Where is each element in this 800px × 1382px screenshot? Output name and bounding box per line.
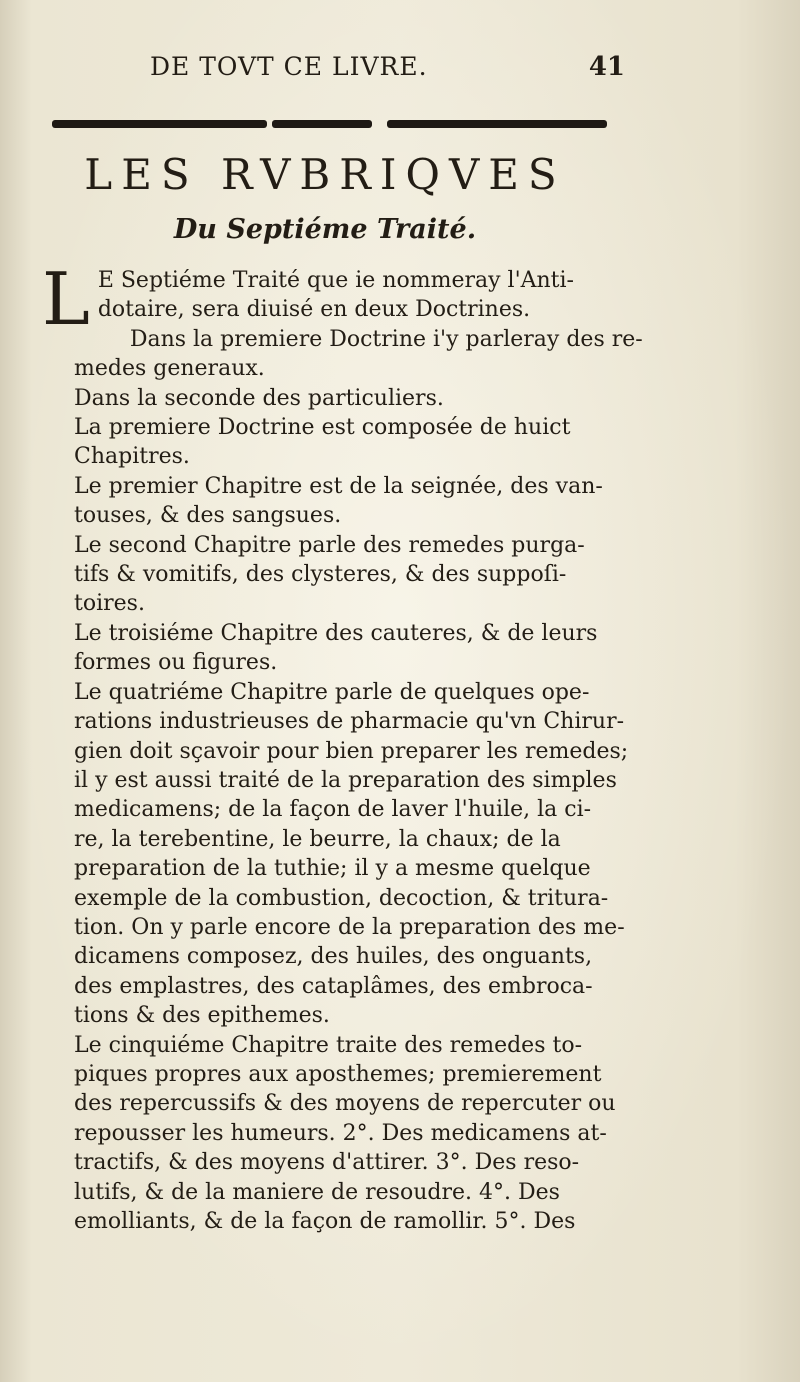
paragraph xyxy=(42,619,617,678)
text-line: medes generaux. xyxy=(74,356,265,382)
paragraph xyxy=(42,384,617,413)
text-line: emolliants, & de la façon de ramollir. 5°. Des xyxy=(74,1209,576,1234)
section-subheading: Du Septiéme Traité. xyxy=(173,214,477,245)
text-line: E Septiéme Traité que ie nommeray l'Anti- xyxy=(97,268,574,293)
text-line: Dans la seconde des particuliers. xyxy=(74,385,444,411)
paragraph xyxy=(42,531,617,619)
text-line: dicamens composez, des huiles, des onguants, xyxy=(74,944,593,970)
text-line: tions & des epithemes. xyxy=(74,1003,330,1029)
paragraph xyxy=(42,678,629,1031)
text-line: piques propres aux aposthemes; premierement xyxy=(74,1061,602,1087)
section-heading: LES RVBRIQVES xyxy=(84,150,566,199)
running-title: DE TOVT CE LIVRE. xyxy=(150,52,428,81)
text-line: lutifs, & de la maniere de resoudre. 4°. Des xyxy=(74,1179,560,1205)
text-line: dotaire, sera diuisé en deux Doctrines. xyxy=(97,297,531,323)
text-line: touses, & des sangsues. xyxy=(74,503,342,529)
text-line: repousser les humeurs. 2°. Des medicamens at- xyxy=(74,1120,607,1146)
text-line: Dans la premiere Doctrine i'y parleray des re- xyxy=(129,326,643,352)
text-line: des emplastres, des cataplâmes, des embroca- xyxy=(74,973,593,999)
drop-cap: L xyxy=(42,257,90,341)
text-line: medicamens; de la façon de laver l'huile, la ci- xyxy=(74,797,592,823)
text-line: formes ou figures. xyxy=(74,650,278,676)
text-line: gien doit sçavoir pour bien preparer les remedes; xyxy=(74,738,629,764)
text-line: Le premier Chapitre est de la seignée, des van- xyxy=(74,473,603,499)
paragraph xyxy=(42,413,617,472)
text-line: La premiere Doctrine est composée de huict xyxy=(74,415,571,441)
page-header xyxy=(150,52,625,92)
text-line: preparation de la tuthie; il y a mesme quelque xyxy=(74,856,591,882)
page-number: 41 xyxy=(588,52,625,82)
text-line: rations industrieuses de pharmacie qu'vn Chirur- xyxy=(74,709,625,735)
text-line: tion. On y parle encore de la preparation des me- xyxy=(74,914,625,940)
text-line: re, la terebentine, le beurre, la chaux; de la xyxy=(74,826,561,852)
text-line: toires. xyxy=(74,591,145,617)
text-line: exemple de la combustion, decoction, & tritura- xyxy=(74,885,609,911)
text-line: Chapitres. xyxy=(74,444,190,470)
text-line: tractifs, & des moyens d'attirer. 3°. Des reso- xyxy=(74,1150,580,1176)
text-line: Le troisiéme Chapitre des cauteres, & de leurs xyxy=(74,620,598,646)
text-line: Le cinquiéme Chapitre traite des remedes to- xyxy=(74,1032,583,1058)
text-line: tifs & vomitifs, des clysteres, & des suppoſi- xyxy=(74,562,567,588)
paragraph xyxy=(42,325,643,384)
text-line: des repercussifs & des moyens de repercuter ou xyxy=(74,1091,616,1117)
body-text xyxy=(42,257,643,1236)
paragraph xyxy=(42,1031,617,1237)
paragraph xyxy=(42,472,617,531)
text-line: Le quatriéme Chapitre parle de quelques ope- xyxy=(74,679,590,705)
text-line: il y est aussi traité de la preparation des simples xyxy=(74,767,617,793)
text-line: Le second Chapitre parle des remedes purga- xyxy=(74,532,585,558)
ornamental-rule xyxy=(52,120,607,130)
